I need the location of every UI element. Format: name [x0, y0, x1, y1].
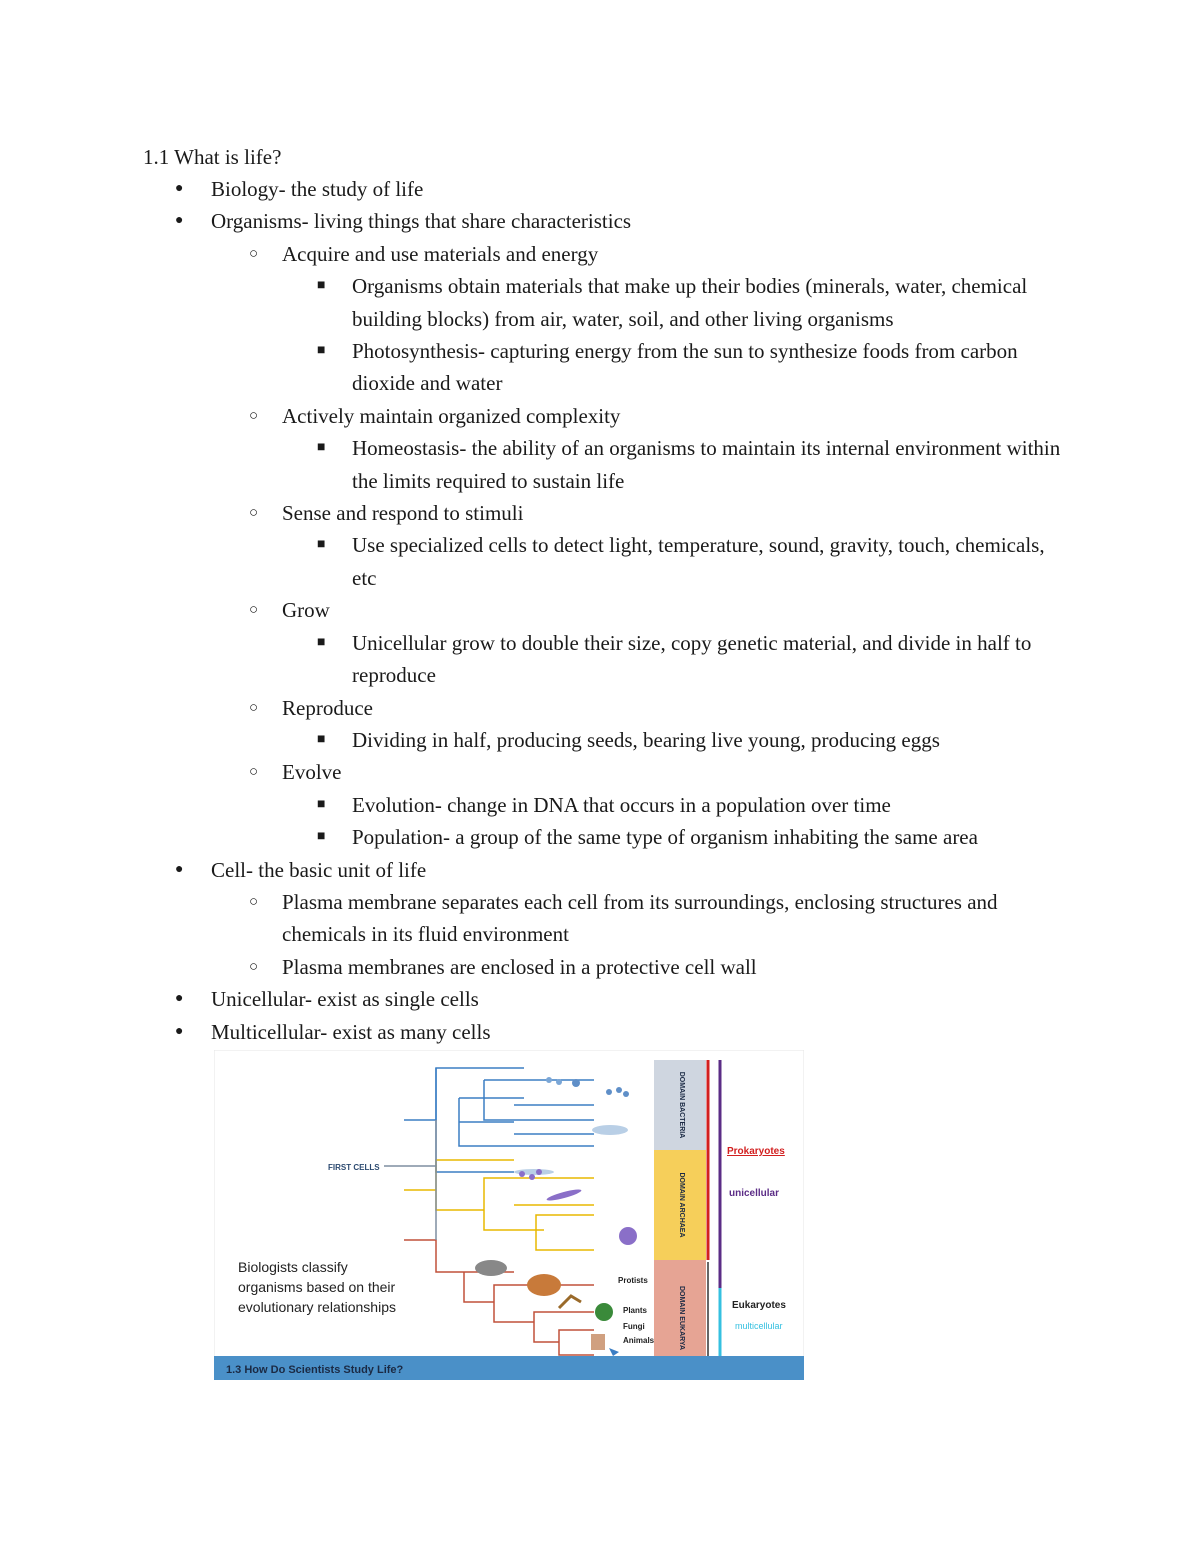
fungi-label: Fungi: [623, 1322, 645, 1331]
outline-item-text: Reproduce: [282, 695, 373, 720]
outline-item-level-1: [143, 854, 1073, 886]
outline-item-level-3: [143, 627, 1073, 692]
outline-item-text: Plasma membrane separates each cell from its surroundings, enclosing structures and chemicals in its fluid environment: [282, 889, 998, 947]
outline-item-level-3: [143, 432, 1073, 497]
unicellular-label: unicellular: [729, 1188, 780, 1199]
outline-item-level-3: [143, 821, 1073, 853]
outline-item-level-3: [143, 789, 1073, 821]
figure-frame: [214, 1050, 804, 1380]
outline-item-text: Organisms obtain materials that make up their bodies (minerals, water, chemical building blocks) from air, water, soil, and other living organisms: [352, 274, 1028, 331]
outline-item-text: Dividing in half, producing seeds, bearing live young, producing eggs: [352, 727, 940, 752]
bullet-square-icon: ■: [317, 731, 326, 747]
outline-item-text: Grow: [282, 598, 330, 623]
outline-item-level-1: [143, 205, 1073, 237]
outline-item-text: Biology- the study of life: [211, 177, 424, 201]
outline-item-level-2: [143, 594, 1073, 626]
outline-item-level-3: [143, 335, 1073, 400]
outline-item-level-2: [143, 951, 1073, 983]
outline-item-text: Unicellular grow to double their size, copy genetic material, and divide in half to reproduce: [352, 630, 1032, 688]
plants-label: Plants: [623, 1306, 648, 1315]
bullet-hollow-icon: ○: [249, 602, 259, 619]
section-heading: 1.1 What is life?: [143, 145, 282, 169]
bullet-hollow-icon: ○: [249, 699, 259, 716]
outline-item-text: Evolution- change in DNA that occurs in a population over time: [352, 792, 891, 817]
outline-item-text: Multicellular- exist as many cells: [211, 1019, 491, 1044]
outline-item-text: Plasma membranes are enclosed in a protective cell wall: [282, 954, 757, 979]
bullet-hollow-icon: ○: [249, 958, 259, 975]
eukaryotes-label: Eukaryotes: [732, 1300, 786, 1311]
bullet-hollow-icon: ○: [249, 764, 259, 781]
figure-caption: Biologists classify organisms based on their evolutionary relationships: [238, 1259, 396, 1315]
outline-item-text: Organisms- living things that share characteristics: [211, 209, 632, 234]
domain-eukarya-label: DOMAIN EUKARYA: [678, 1285, 685, 1351]
domain-archaea-label: DOMAIN ARCHAEA: [678, 1172, 685, 1238]
outline-item-level-2: [143, 886, 1073, 951]
prokaryotes-label: Prokaryotes: [727, 1146, 785, 1157]
multicellular-label: multicellular: [735, 1321, 783, 1331]
bullet-filled-icon: ●: [175, 861, 184, 877]
outline-item-text: Cell- the basic unit of life: [211, 857, 427, 882]
bullet-square-icon: ■: [317, 829, 326, 845]
outline-item-text: Use specialized cells to detect light, temperature, sound, gravity, touch, chemicals, etc: [352, 533, 1045, 590]
bullet-filled-icon: ●: [175, 991, 184, 1007]
outline-item-level-3: [143, 529, 1073, 594]
figure-footer-title: 1.3 How Do Scientists Study Life?: [226, 1364, 404, 1376]
animals-label: Animals: [623, 1336, 655, 1345]
outline-item-text: Sense and respond to stimuli: [282, 501, 524, 526]
first-cells-label: FIRST CELLS: [328, 1163, 380, 1172]
outline-item-level-2: [143, 238, 1073, 270]
domain-bacteria-label: DOMAIN BACTERIA: [678, 1071, 685, 1139]
outline-item-level-2: [143, 497, 1073, 529]
tree-of-life-figure: [214, 1050, 804, 1380]
outline-item-level-2: [143, 756, 1073, 788]
outline-item-level-3: [143, 724, 1073, 756]
outline-item-text: Population- a group of the same type of organism inhabiting the same area: [352, 825, 978, 850]
outline-item-level-1: [143, 173, 1073, 205]
bullet-filled-icon: ●: [175, 1023, 184, 1039]
bullet-square-icon: ■: [317, 343, 326, 359]
outline-item-level-2: [143, 400, 1073, 432]
outline-item-text: Actively maintain organized complexity: [282, 403, 621, 428]
outline-item-level-2: [143, 692, 1073, 724]
bullet-square-icon: ■: [317, 634, 326, 650]
outline-item-text: Unicellular- exist as single cells: [211, 987, 479, 1012]
bullet-square-icon: ■: [317, 278, 326, 294]
outline-item-level-1: [143, 983, 1073, 1015]
bullet-square-icon: ■: [317, 440, 326, 456]
outline-item-level-1: [143, 1016, 1073, 1048]
bullet-filled-icon: ●: [175, 181, 184, 196]
bullet-hollow-icon: ○: [249, 407, 259, 424]
outline-item-text: Homeostasis- the ability of an organisms to maintain its internal environment within the limits required to sustain life: [352, 436, 1061, 493]
outline-item-text: Photosynthesis- capturing energy from the sun to synthesize foods from carbon dioxide and water: [352, 339, 1018, 396]
outline-item-level-3: [143, 270, 1073, 335]
bullet-square-icon: ■: [317, 537, 326, 553]
outline-item-text: Evolve: [282, 760, 342, 785]
bullet-filled-icon: ●: [175, 213, 184, 229]
bullet-hollow-icon: ○: [249, 505, 259, 522]
bullet-hollow-icon: ○: [249, 893, 259, 910]
notes-outline: [143, 173, 1073, 1048]
bullet-hollow-icon: ○: [249, 245, 259, 262]
outline-item-text: Acquire and use materials and energy: [282, 241, 599, 266]
protists-label: Protists: [618, 1276, 648, 1285]
bullet-square-icon: ■: [317, 796, 326, 812]
